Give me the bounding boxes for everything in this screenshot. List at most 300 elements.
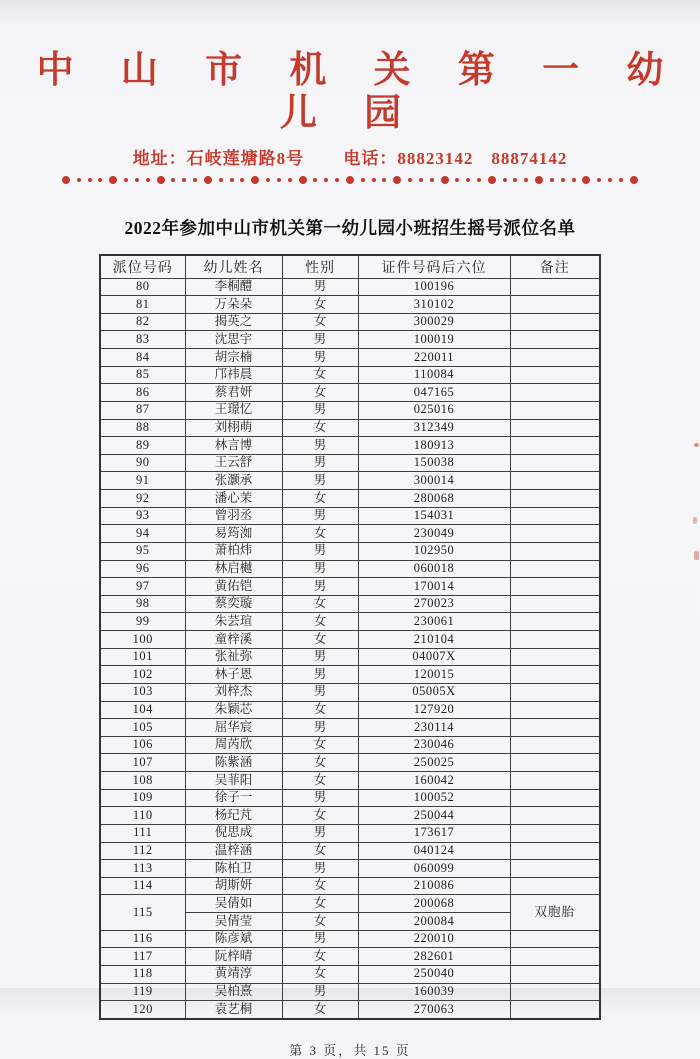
cell-number: 118 (100, 965, 185, 983)
column-header: 派位号码 (100, 255, 185, 278)
cell-gender: 女 (282, 895, 358, 913)
table-row (100, 525, 600, 543)
cell-id-last6: 282601 (358, 948, 510, 966)
cell-child-name: 刘栩萌 (185, 419, 282, 437)
cell-id-last6: 173617 (358, 824, 510, 842)
cell-child-name: 胡斯妍 (185, 877, 282, 895)
separator-dot (455, 178, 459, 182)
cell-child-name: 倪思成 (185, 824, 282, 842)
cell-child-name: 万朵朵 (185, 296, 282, 314)
cell-gender: 女 (282, 701, 358, 719)
cell-gender: 男 (282, 542, 358, 560)
cell-number: 94 (100, 525, 185, 543)
cell-gender: 女 (282, 595, 358, 613)
cell-remark: 双胞胎 (510, 895, 600, 930)
cell-child-name: 屈华宸 (185, 719, 282, 737)
table-row (100, 313, 600, 331)
cell-id-last6: 100052 (358, 789, 510, 807)
scan-artifact-red-mark (693, 517, 697, 524)
cell-gender: 男 (282, 860, 358, 878)
cell-id-last6: 150038 (358, 454, 510, 472)
table-row (100, 842, 600, 860)
cell-number: 82 (100, 313, 185, 331)
cell-remark (510, 296, 600, 314)
cell-number: 117 (100, 948, 185, 966)
separator-dot (288, 178, 292, 182)
separator-dot (572, 178, 576, 182)
table-header-row (100, 255, 600, 278)
cell-number: 101 (100, 648, 185, 666)
cell-number: 97 (100, 578, 185, 596)
separator-dot (408, 178, 412, 182)
cell-number: 107 (100, 754, 185, 772)
cell-number: 120 (100, 1001, 185, 1019)
separator-dot (382, 178, 386, 182)
cell-remark (510, 965, 600, 983)
cell-number: 102 (100, 666, 185, 684)
cell-remark (510, 789, 600, 807)
cell-remark (510, 948, 600, 966)
cell-child-name: 张祉弥 (185, 648, 282, 666)
cell-gender: 女 (282, 384, 358, 402)
table-row (100, 454, 600, 472)
column-header: 证件号码后六位 (358, 255, 510, 278)
separator-dot (230, 178, 234, 182)
separator-dot (193, 178, 197, 182)
cell-id-last6: 200084 (358, 913, 510, 931)
cell-number: 90 (100, 454, 185, 472)
cell-id-last6: 102950 (358, 542, 510, 560)
cell-gender: 男 (282, 930, 358, 948)
table-row (100, 772, 600, 790)
cell-number: 86 (100, 384, 185, 402)
table-row (100, 648, 600, 666)
cell-child-name: 潘心茉 (185, 490, 282, 508)
cell-gender: 男 (282, 278, 358, 296)
separator-dot (619, 178, 623, 182)
cell-child-name: 曾羽丞 (185, 507, 282, 525)
cell-number: 106 (100, 736, 185, 754)
separator-dot (550, 178, 554, 182)
separator-dot (109, 176, 117, 184)
cell-gender: 女 (282, 807, 358, 825)
cell-gender: 男 (282, 719, 358, 737)
cell-remark (510, 983, 600, 1001)
separator-dot (430, 178, 434, 182)
cell-number: 99 (100, 613, 185, 631)
cell-id-last6: 05005X (358, 683, 510, 701)
cell-id-last6: 220011 (358, 349, 510, 367)
cell-number: 96 (100, 560, 185, 578)
separator-dot (630, 176, 638, 184)
document-title: 2022年参加中山市机关第一幼儿园小班招生摇号派位名单 (124, 218, 576, 239)
table-row (100, 930, 600, 948)
cell-number: 91 (100, 472, 185, 490)
dotted-separator (62, 175, 638, 185)
cell-id-last6: 04007X (358, 648, 510, 666)
contact-line (0, 144, 700, 169)
separator-dot (204, 176, 212, 184)
cell-id-last6: 060099 (358, 860, 510, 878)
cell-remark (510, 877, 600, 895)
cell-child-name: 萧柏炜 (185, 542, 282, 560)
cell-id-last6: 250025 (358, 754, 510, 772)
cell-gender: 男 (282, 983, 358, 1001)
separator-dot (324, 178, 328, 182)
cell-gender: 男 (282, 437, 358, 455)
cell-gender: 女 (282, 913, 358, 931)
cell-remark (510, 437, 600, 455)
table-row (100, 296, 600, 314)
cell-gender: 男 (282, 331, 358, 349)
cell-child-name: 吴倩如 (185, 895, 282, 913)
address-text: 地址：石岐莲塘路8号 (132, 149, 305, 169)
separator-dot (393, 176, 401, 184)
cell-remark (510, 648, 600, 666)
cell-remark (510, 719, 600, 737)
cell-child-name: 蔡君妍 (185, 384, 282, 402)
cell-id-last6: 047165 (358, 384, 510, 402)
cell-gender: 女 (282, 613, 358, 631)
cell-number: 113 (100, 860, 185, 878)
cell-child-name: 徐子一 (185, 789, 282, 807)
cell-id-last6: 127920 (358, 701, 510, 719)
cell-gender: 男 (282, 349, 358, 367)
separator-dot (299, 176, 307, 184)
cell-gender: 男 (282, 666, 358, 684)
table-row (100, 595, 600, 613)
separator-dot (346, 176, 354, 184)
separator-dot (313, 178, 317, 182)
separator-dot (62, 176, 70, 184)
separator-dot (419, 178, 423, 182)
cell-remark (510, 366, 600, 384)
cell-gender: 女 (282, 366, 358, 384)
cell-child-name: 林言博 (185, 437, 282, 455)
table-row (100, 366, 600, 384)
cell-gender: 女 (282, 754, 358, 772)
table-row (100, 824, 600, 842)
cell-gender: 男 (282, 789, 358, 807)
cell-number: 109 (100, 789, 185, 807)
cell-id-last6: 210086 (358, 877, 510, 895)
cell-child-name: 王璟忆 (185, 401, 282, 419)
cell-child-name: 吴倩莹 (185, 913, 282, 931)
cell-number: 114 (100, 877, 185, 895)
cell-gender: 男 (282, 683, 358, 701)
cell-gender: 女 (282, 948, 358, 966)
cell-remark (510, 807, 600, 825)
cell-id-last6: 230061 (358, 613, 510, 631)
cell-number: 84 (100, 349, 185, 367)
cell-remark (510, 683, 600, 701)
table-row (100, 419, 600, 437)
page-footer: 第 3 页，共 15 页 (289, 1042, 411, 1058)
separator-dot (477, 178, 481, 182)
cell-id-last6: 180913 (358, 437, 510, 455)
cell-id-last6: 100019 (358, 331, 510, 349)
cell-remark (510, 824, 600, 842)
cell-gender: 女 (282, 772, 358, 790)
cell-child-name: 易筠洳 (185, 525, 282, 543)
separator-dot (182, 178, 186, 182)
table-row (100, 701, 600, 719)
cell-gender: 男 (282, 401, 358, 419)
cell-id-last6: 230114 (358, 719, 510, 737)
cell-remark (510, 860, 600, 878)
cell-number: 110 (100, 807, 185, 825)
cell-gender: 男 (282, 560, 358, 578)
cell-number: 104 (100, 701, 185, 719)
cell-number: 80 (100, 278, 185, 296)
cell-remark (510, 313, 600, 331)
cell-number: 105 (100, 719, 185, 737)
separator-dot (335, 178, 339, 182)
cell-id-last6: 312349 (358, 419, 510, 437)
table-row (100, 384, 600, 402)
cell-id-last6: 230046 (358, 736, 510, 754)
table-row (100, 895, 600, 913)
cell-id-last6: 270063 (358, 1001, 510, 1019)
cell-number: 119 (100, 983, 185, 1001)
cell-id-last6: 110084 (358, 366, 510, 384)
cell-remark (510, 278, 600, 296)
cell-number: 116 (100, 930, 185, 948)
cell-number: 98 (100, 595, 185, 613)
separator-dot (88, 178, 92, 182)
cell-remark (510, 613, 600, 631)
cell-child-name: 揭英之 (185, 313, 282, 331)
table-row (100, 983, 600, 1001)
table-row (100, 631, 600, 649)
phone-text: 电话：88823142 88874142 (343, 149, 568, 169)
cell-remark (510, 578, 600, 596)
cell-gender: 男 (282, 454, 358, 472)
table-row (100, 490, 600, 508)
column-header: 备注 (510, 255, 600, 278)
table-row (100, 401, 600, 419)
cell-number: 93 (100, 507, 185, 525)
cell-id-last6: 270023 (358, 595, 510, 613)
cell-id-last6: 120015 (358, 666, 510, 684)
cell-gender: 男 (282, 578, 358, 596)
cell-number: 95 (100, 542, 185, 560)
cell-number: 112 (100, 842, 185, 860)
cell-id-last6: 040124 (358, 842, 510, 860)
cell-id-last6: 170014 (358, 578, 510, 596)
cell-gender: 女 (282, 313, 358, 331)
cell-remark (510, 349, 600, 367)
cell-remark (510, 331, 600, 349)
separator-dot (561, 178, 565, 182)
cell-remark (510, 401, 600, 419)
separator-dot (240, 178, 244, 182)
table-row (100, 437, 600, 455)
cell-remark (510, 631, 600, 649)
table-row (100, 736, 600, 754)
cell-id-last6: 100196 (358, 278, 510, 296)
school-name: 中 山 市 机 关 第 一 幼 儿 园 (36, 50, 683, 134)
separator-dot (466, 178, 470, 182)
cell-number: 85 (100, 366, 185, 384)
table-row (100, 331, 600, 349)
cell-remark (510, 701, 600, 719)
cell-gender: 男 (282, 824, 358, 842)
cell-id-last6: 060018 (358, 560, 510, 578)
cell-number: 92 (100, 490, 185, 508)
cell-child-name: 吴菲阳 (185, 772, 282, 790)
cell-child-name: 朱芸瑄 (185, 613, 282, 631)
table-row (100, 719, 600, 737)
cell-gender: 女 (282, 965, 358, 983)
cell-number: 115 (100, 895, 185, 930)
separator-dot (146, 178, 150, 182)
cell-gender: 女 (282, 631, 358, 649)
cell-child-name: 童梓溪 (185, 631, 282, 649)
scan-artifact-red-mark (694, 551, 699, 560)
table-row (100, 666, 600, 684)
cell-child-name: 李桐醴 (185, 278, 282, 296)
cell-number: 87 (100, 401, 185, 419)
cell-child-name: 张灏承 (185, 472, 282, 490)
cell-number: 81 (100, 296, 185, 314)
cell-gender: 男 (282, 648, 358, 666)
table-row (100, 754, 600, 772)
separator-dot (77, 178, 81, 182)
cell-remark (510, 754, 600, 772)
roster-table (99, 254, 601, 1020)
cell-child-name: 陈柏卫 (185, 860, 282, 878)
separator-dot (251, 176, 259, 184)
separator-dot (488, 176, 496, 184)
separator-dot (266, 178, 270, 182)
cell-child-name: 王云舒 (185, 454, 282, 472)
cell-child-name: 蔡奕璇 (185, 595, 282, 613)
table-row (100, 877, 600, 895)
cell-gender: 女 (282, 419, 358, 437)
cell-child-name: 袁艺桐 (185, 1001, 282, 1019)
cell-remark (510, 507, 600, 525)
table-row (100, 965, 600, 983)
separator-dot (441, 176, 449, 184)
cell-id-last6: 025016 (358, 401, 510, 419)
cell-number: 88 (100, 419, 185, 437)
separator-dot (513, 178, 517, 182)
cell-remark (510, 666, 600, 684)
separator-dot (171, 178, 175, 182)
separator-dot (157, 176, 165, 184)
separator-dot (98, 178, 102, 182)
cell-remark (510, 595, 600, 613)
separator-dot (535, 176, 543, 184)
table-row (100, 578, 600, 596)
cell-id-last6: 200068 (358, 895, 510, 913)
cell-child-name: 黄靖淳 (185, 965, 282, 983)
cell-id-last6: 220010 (358, 930, 510, 948)
cell-id-last6: 154031 (358, 507, 510, 525)
cell-id-last6: 230049 (358, 525, 510, 543)
cell-remark (510, 842, 600, 860)
cell-gender: 女 (282, 877, 358, 895)
separator-dot (372, 178, 376, 182)
separator-dot (219, 178, 223, 182)
cell-gender: 男 (282, 472, 358, 490)
cell-child-name: 杨玘芃 (185, 807, 282, 825)
cell-number: 108 (100, 772, 185, 790)
cell-id-last6: 250040 (358, 965, 510, 983)
cell-id-last6: 300014 (358, 472, 510, 490)
cell-gender: 女 (282, 1001, 358, 1019)
cell-child-name: 林启樾 (185, 560, 282, 578)
separator-dot (124, 178, 128, 182)
cell-gender: 女 (282, 490, 358, 508)
cell-number: 111 (100, 824, 185, 842)
table-row (100, 683, 600, 701)
cell-id-last6: 250044 (358, 807, 510, 825)
cell-id-last6: 280068 (358, 490, 510, 508)
cell-child-name: 陈彦斌 (185, 930, 282, 948)
cell-id-last6: 160039 (358, 983, 510, 1001)
cell-remark (510, 384, 600, 402)
table-row (100, 542, 600, 560)
cell-child-name: 胡宗楠 (185, 349, 282, 367)
table-row (100, 860, 600, 878)
cell-number: 100 (100, 631, 185, 649)
column-header: 幼儿姓名 (185, 255, 282, 278)
cell-remark (510, 525, 600, 543)
cell-child-name: 刘梓杰 (185, 683, 282, 701)
cell-number: 103 (100, 683, 185, 701)
cell-number: 83 (100, 331, 185, 349)
cell-remark (510, 560, 600, 578)
cell-child-name: 陈紫涵 (185, 754, 282, 772)
separator-dot (277, 178, 281, 182)
column-header: 性别 (282, 255, 358, 278)
cell-remark (510, 419, 600, 437)
cell-remark (510, 1001, 600, 1019)
table-row (100, 1001, 600, 1019)
table-row (100, 507, 600, 525)
table-row (100, 472, 600, 490)
cell-child-name: 黄佑铠 (185, 578, 282, 596)
cell-remark (510, 772, 600, 790)
cell-gender: 女 (282, 525, 358, 543)
table-row (100, 948, 600, 966)
cell-number: 89 (100, 437, 185, 455)
cell-remark (510, 472, 600, 490)
cell-remark (510, 454, 600, 472)
table-row (100, 278, 600, 296)
cell-remark (510, 490, 600, 508)
cell-remark (510, 542, 600, 560)
separator-dot (524, 178, 528, 182)
separator-dot (503, 178, 507, 182)
cell-child-name: 沈思宇 (185, 331, 282, 349)
cell-remark (510, 736, 600, 754)
separator-dot (597, 178, 601, 182)
separator-dot (135, 178, 139, 182)
table-row (100, 807, 600, 825)
cell-id-last6: 300029 (358, 313, 510, 331)
cell-child-name: 吴柏熹 (185, 983, 282, 1001)
cell-child-name: 阮梓晴 (185, 948, 282, 966)
cell-child-name: 周芮欣 (185, 736, 282, 754)
table-row (100, 560, 600, 578)
cell-child-name: 邝祎晨 (185, 366, 282, 384)
separator-dot (582, 176, 590, 184)
cell-id-last6: 160042 (358, 772, 510, 790)
table-row (100, 349, 600, 367)
